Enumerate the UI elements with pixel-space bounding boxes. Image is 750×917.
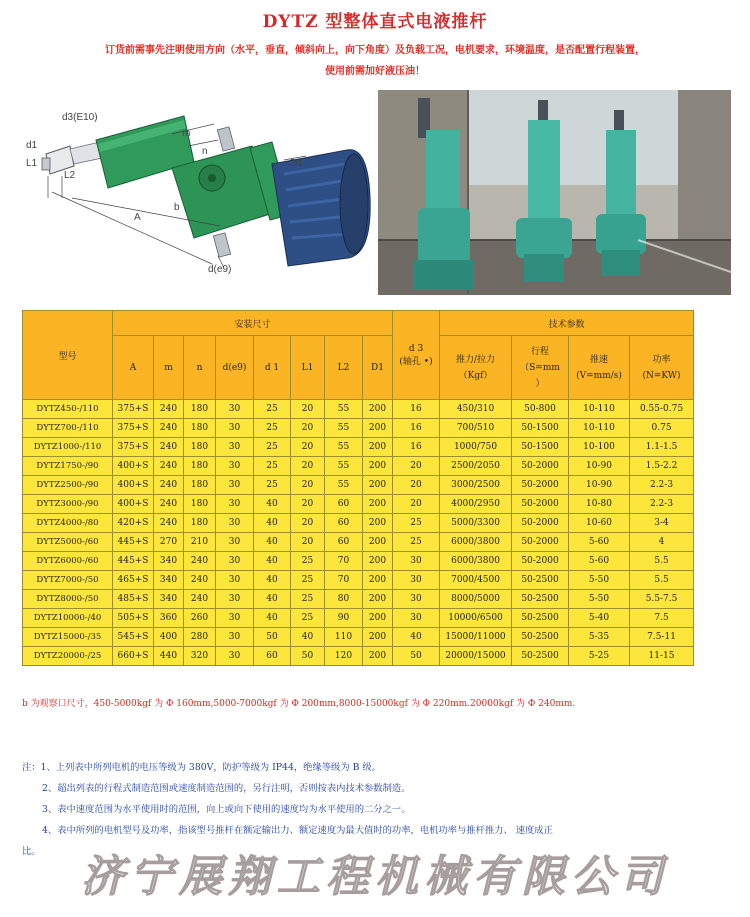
table-cell: 505+S	[113, 609, 154, 628]
table-cell: 180	[184, 438, 216, 457]
table-cell: 50-2000	[512, 533, 569, 552]
model-cell: DYTZ5000-/60	[23, 533, 113, 552]
table-cell: 10-60	[569, 514, 630, 533]
table-cell: 60	[325, 514, 363, 533]
table-row	[23, 400, 694, 419]
table-cell: 545+S	[113, 628, 154, 647]
table-cell: 340	[154, 571, 184, 590]
table-cell: 25	[393, 533, 440, 552]
model-cell: DYTZ450-/110	[23, 400, 113, 419]
table-cell: 400+S	[113, 457, 154, 476]
table-cell: 445+S	[113, 533, 154, 552]
table-cell: 240	[154, 476, 184, 495]
table-cell: 200	[363, 419, 393, 438]
table-cell: 200	[363, 647, 393, 666]
table-cell: 50-2500	[512, 628, 569, 647]
table-cell: 240	[184, 590, 216, 609]
model-cell: DYTZ8000-/50	[23, 590, 113, 609]
table-cell: 8000/5000	[440, 590, 512, 609]
label-a: A	[134, 212, 141, 223]
table-cell: 1.1-1.5	[630, 438, 694, 457]
table-cell: 200	[363, 400, 393, 419]
note-3: 3、表中速度范围为水平使用时的范围，向上或向下使用的速度均为水平使用的二分之一。	[42, 804, 411, 815]
table-cell: 200	[363, 438, 393, 457]
header-l1: L1	[291, 336, 325, 400]
label-D1: D1	[290, 158, 303, 169]
table-cell: 60	[325, 495, 363, 514]
table-cell: 10-90	[569, 457, 630, 476]
observation-port-note: b 为观察口尺寸，450-5000kgf 为 Φ 160mm,5000-7000kgf 为 Φ 200mm,8000-15000kgf 为 Φ 220mm.20000kgf 为 Φ 240mm.	[22, 699, 576, 709]
table-cell: 30	[216, 552, 254, 571]
table-cell: 420+S	[113, 514, 154, 533]
table-cell: 280	[184, 628, 216, 647]
table-cell: 20	[291, 419, 325, 438]
table-cell: 10-100	[569, 438, 630, 457]
table-cell: 700/510	[440, 419, 512, 438]
table-row	[23, 533, 694, 552]
table-cell: 16	[393, 400, 440, 419]
table-row	[23, 514, 694, 533]
table-row	[23, 628, 694, 647]
table-cell: 30	[393, 571, 440, 590]
header-m: m	[154, 336, 184, 400]
trunnion-pin-top	[217, 127, 234, 151]
table-cell: 400	[154, 628, 184, 647]
table-cell: 20	[291, 533, 325, 552]
table-cell: 6000/3800	[440, 533, 512, 552]
table-cell: 70	[325, 552, 363, 571]
table-cell: 0.55-0.75	[630, 400, 694, 419]
table-cell: 55	[325, 457, 363, 476]
label-l2: L2	[64, 170, 76, 181]
table-cell: 5-50	[569, 590, 630, 609]
table-cell: 4000/2950	[440, 495, 512, 514]
table-cell: 40	[254, 571, 291, 590]
table-cell: 240	[154, 514, 184, 533]
label-d1-left: d1	[26, 140, 38, 151]
table-row	[23, 476, 694, 495]
table-cell: 25	[254, 419, 291, 438]
table-cell: 50-2500	[512, 571, 569, 590]
table-cell: 340	[154, 552, 184, 571]
table-cell: 55	[325, 476, 363, 495]
table-cell: 30	[216, 495, 254, 514]
table-cell: 20	[291, 476, 325, 495]
table-cell: 50	[291, 647, 325, 666]
table-cell: 20	[291, 495, 325, 514]
table-cell: 50	[393, 647, 440, 666]
table-cell: 660+S	[113, 647, 154, 666]
table-cell: 260	[184, 609, 216, 628]
model-cell: DYTZ20000-/25	[23, 647, 113, 666]
table-cell: 6000/3800	[440, 552, 512, 571]
header-n: n	[184, 336, 216, 400]
table-cell: 7.5-11	[630, 628, 694, 647]
table-cell: 440	[154, 647, 184, 666]
table-cell: 240	[154, 457, 184, 476]
table-cell: 200	[363, 571, 393, 590]
model-cell: DYTZ10000-/40	[23, 609, 113, 628]
note-2: 2、超出列表的行程式制造范围或速度制造范围的，另行注明，否则按表内技术参数制造。	[42, 783, 411, 794]
table-cell: 25	[254, 438, 291, 457]
header-force: 推力/拉力 （Kgf）	[440, 336, 512, 400]
label-d3: d3(E10)	[62, 112, 98, 123]
table-cell: 7000/4500	[440, 571, 512, 590]
table-cell: 10000/6500	[440, 609, 512, 628]
table-cell: 180	[184, 495, 216, 514]
table-cell: 60	[325, 533, 363, 552]
table-row	[23, 647, 694, 666]
label-n: n	[202, 146, 208, 157]
table-cell: 50-2500	[512, 590, 569, 609]
table-cell: 2500/2050	[440, 457, 512, 476]
table-cell: 5.5-7.5	[630, 590, 694, 609]
table-row	[23, 495, 694, 514]
actuator-dimension-diagram	[22, 106, 372, 292]
table-cell: 200	[363, 590, 393, 609]
table-row	[23, 457, 694, 476]
note-1: 注：1、上列表中所列电机的电压等级为 380V，防护等级为 IP44，绝缘等级为 B 级。	[22, 762, 381, 773]
table-cell: 0.75	[630, 419, 694, 438]
table-cell: 11-15	[630, 647, 694, 666]
table-cell: 16	[393, 438, 440, 457]
table-cell: 5.5	[630, 571, 694, 590]
table-row	[23, 438, 694, 457]
table-cell: 5.5	[630, 552, 694, 571]
table-cell: 30	[216, 438, 254, 457]
header-install-dimensions: 安装尺寸	[113, 311, 393, 336]
table-cell: 30	[393, 552, 440, 571]
table-cell: 30	[393, 609, 440, 628]
note-4-line-1: 4、表中所列的电机型号及功率，指该型号推杆在额定输出力、额定速度为最大值时的功率，电机功率与推杆推力、 速度成正	[42, 825, 553, 836]
table-cell: 2.2-3	[630, 495, 694, 514]
table-cell: 50-1500	[512, 438, 569, 457]
note-4-line-2: 比。	[22, 846, 41, 857]
table-cell: 25	[291, 609, 325, 628]
table-cell: 30	[216, 571, 254, 590]
table-cell: 25	[254, 457, 291, 476]
table-cell: 55	[325, 419, 363, 438]
table-cell: 485+S	[113, 590, 154, 609]
table-cell: 320	[184, 647, 216, 666]
table-cell: 240	[184, 552, 216, 571]
table-cell: 15000/11000	[440, 628, 512, 647]
notice-line-2: 使用前需加好液压油！	[325, 66, 425, 77]
table-cell: 5-50	[569, 571, 630, 590]
table-cell: 200	[363, 628, 393, 647]
table-cell: 200	[363, 495, 393, 514]
table-row	[23, 419, 694, 438]
installed-actuators-photo	[378, 90, 731, 295]
table-cell: 50-800	[512, 400, 569, 419]
table-cell: 20000/15000	[440, 647, 512, 666]
table-cell: 40	[291, 628, 325, 647]
table-cell: 465+S	[113, 571, 154, 590]
table-cell: 30	[216, 419, 254, 438]
table-cell: 25	[254, 400, 291, 419]
table-cell: 120	[325, 647, 363, 666]
table-cell: 180	[184, 476, 216, 495]
table-cell: 1.5-2.2	[630, 457, 694, 476]
table-cell: 445+S	[113, 552, 154, 571]
spec-table	[22, 310, 694, 666]
table-cell: 200	[363, 457, 393, 476]
model-cell: DYTZ2500-/90	[23, 476, 113, 495]
table-cell: 180	[184, 400, 216, 419]
table-row	[23, 571, 694, 590]
model-cell: DYTZ3000-/90	[23, 495, 113, 514]
table-cell: 240	[154, 495, 184, 514]
table-cell: 16	[393, 419, 440, 438]
table-cell: 10-110	[569, 400, 630, 419]
model-cell: DYTZ6000-/60	[23, 552, 113, 571]
header-d-e9: d(e9)	[216, 336, 254, 400]
table-cell: 70	[325, 571, 363, 590]
company-watermark: 济宁展翔工程机械有限公司	[81, 852, 669, 902]
table-cell: 3000/2500	[440, 476, 512, 495]
table-cell: 55	[325, 438, 363, 457]
table-cell: 200	[363, 476, 393, 495]
table-cell: 80	[325, 590, 363, 609]
table-cell: 5-40	[569, 609, 630, 628]
table-cell: 360	[154, 609, 184, 628]
table-cell: 20	[393, 476, 440, 495]
table-cell: 55	[325, 400, 363, 419]
table-cell: 25	[291, 552, 325, 571]
table-cell: 50-2500	[512, 647, 569, 666]
page-title: DYTZ 型整体直式电液推杆	[262, 12, 488, 32]
table-cell: 30	[216, 647, 254, 666]
table-row	[23, 590, 694, 609]
table-cell: 30	[216, 457, 254, 476]
table-cell: 5-35	[569, 628, 630, 647]
table-cell: 50-2500	[512, 609, 569, 628]
table-cell: 20	[291, 514, 325, 533]
header-power: 功率 (N=KW)	[630, 336, 694, 400]
table-row	[23, 609, 694, 628]
table-cell: 240	[154, 400, 184, 419]
model-cell: DYTZ15000-/35	[23, 628, 113, 647]
table-cell: 40	[254, 533, 291, 552]
model-cell: DYTZ4000-/80	[23, 514, 113, 533]
table-cell: 3-4	[630, 514, 694, 533]
table-cell: 5000/3300	[440, 514, 512, 533]
table-cell: 4	[630, 533, 694, 552]
header-l2: L2	[325, 336, 363, 400]
table-cell: 40	[393, 628, 440, 647]
model-cell: DYTZ7000-/50	[23, 571, 113, 590]
table-cell: 240	[154, 419, 184, 438]
table-cell: 30	[216, 590, 254, 609]
table-cell: 110	[325, 628, 363, 647]
table-cell: 50-1500	[512, 419, 569, 438]
table-cell: 50-2000	[512, 552, 569, 571]
header-model: 型号	[23, 311, 113, 400]
table-cell: 40	[254, 590, 291, 609]
model-cell: DYTZ1750-/90	[23, 457, 113, 476]
table-cell: 210	[184, 533, 216, 552]
table-cell: 340	[154, 590, 184, 609]
table-cell: 180	[184, 457, 216, 476]
table-cell: 30	[216, 628, 254, 647]
table-cell: 180	[184, 419, 216, 438]
header-d3: d 3 (轴孔 •)	[393, 311, 440, 400]
table-cell: 200	[363, 533, 393, 552]
table-cell: 30	[216, 533, 254, 552]
table-cell: 50-2000	[512, 476, 569, 495]
table-cell: 400+S	[113, 495, 154, 514]
table-cell: 40	[254, 495, 291, 514]
table-cell: 20	[393, 495, 440, 514]
table-cell: 375+S	[113, 419, 154, 438]
table-cell: 180	[184, 514, 216, 533]
table-cell: 25	[393, 514, 440, 533]
table-cell: 20	[291, 457, 325, 476]
table-cell: 200	[363, 552, 393, 571]
table-cell: 30	[216, 514, 254, 533]
table-cell: 10-90	[569, 476, 630, 495]
table-cell: 25	[291, 571, 325, 590]
table-cell: 10-80	[569, 495, 630, 514]
table-cell: 375+S	[113, 400, 154, 419]
table-cell: 375+S	[113, 438, 154, 457]
table-cell: 200	[363, 514, 393, 533]
table-cell: 40	[254, 552, 291, 571]
table-cell: 40	[254, 609, 291, 628]
label-d-e9: d(e9)	[208, 264, 232, 275]
table-cell: 5-60	[569, 552, 630, 571]
table-cell: 1000/750	[440, 438, 512, 457]
table-cell: 50-2000	[512, 495, 569, 514]
table-cell: 50-2000	[512, 457, 569, 476]
table-cell: 200	[363, 609, 393, 628]
order-notice	[20, 40, 730, 82]
table-cell: 50	[254, 628, 291, 647]
table-cell: 25	[291, 590, 325, 609]
label-b: b	[174, 202, 180, 213]
model-cell: DYTZ700-/110	[23, 419, 113, 438]
table-cell: 30	[216, 400, 254, 419]
table-cell: 20	[291, 400, 325, 419]
table-cell: 20	[393, 457, 440, 476]
header-a: A	[113, 336, 154, 400]
table-cell: 10-110	[569, 419, 630, 438]
notice-line-1: 订货前需事先注明使用方向（水平，垂直，倾斜向上，向下角度）及负载工况，电机要求，环境温度，是否配置行程装置，	[105, 45, 645, 56]
label-m: m	[182, 128, 191, 139]
header-D1: D1	[363, 336, 393, 400]
table-cell: 240	[154, 438, 184, 457]
table-cell: 5-60	[569, 533, 630, 552]
table-cell: 60	[254, 647, 291, 666]
table-cell: 40	[254, 514, 291, 533]
header-speed: 推速 (V=mm/s)	[569, 336, 630, 400]
model-cell: DYTZ1000-/110	[23, 438, 113, 457]
table-cell: 30	[393, 590, 440, 609]
table-cell: 400+S	[113, 476, 154, 495]
table-cell: 450/310	[440, 400, 512, 419]
header-d1: d 1	[254, 336, 291, 400]
table-cell: 30	[216, 476, 254, 495]
table-cell: 270	[154, 533, 184, 552]
table-row	[23, 552, 694, 571]
table-cell: 90	[325, 609, 363, 628]
trunnion-pin-bottom	[213, 233, 230, 257]
header-tech-params: 技术参数	[440, 311, 694, 336]
table-cell: 30	[216, 609, 254, 628]
label-l1: L1	[26, 158, 38, 169]
table-cell: 50-2000	[512, 514, 569, 533]
table-cell: 240	[184, 571, 216, 590]
table-cell: 2.2-3	[630, 476, 694, 495]
table-cell: 5-25	[569, 647, 630, 666]
table-cell: 20	[291, 438, 325, 457]
spec-table-body	[23, 400, 694, 666]
table-cell: 7.5	[630, 609, 694, 628]
header-stroke: 行程 （S=mm ）	[512, 336, 569, 400]
table-cell: 25	[254, 476, 291, 495]
